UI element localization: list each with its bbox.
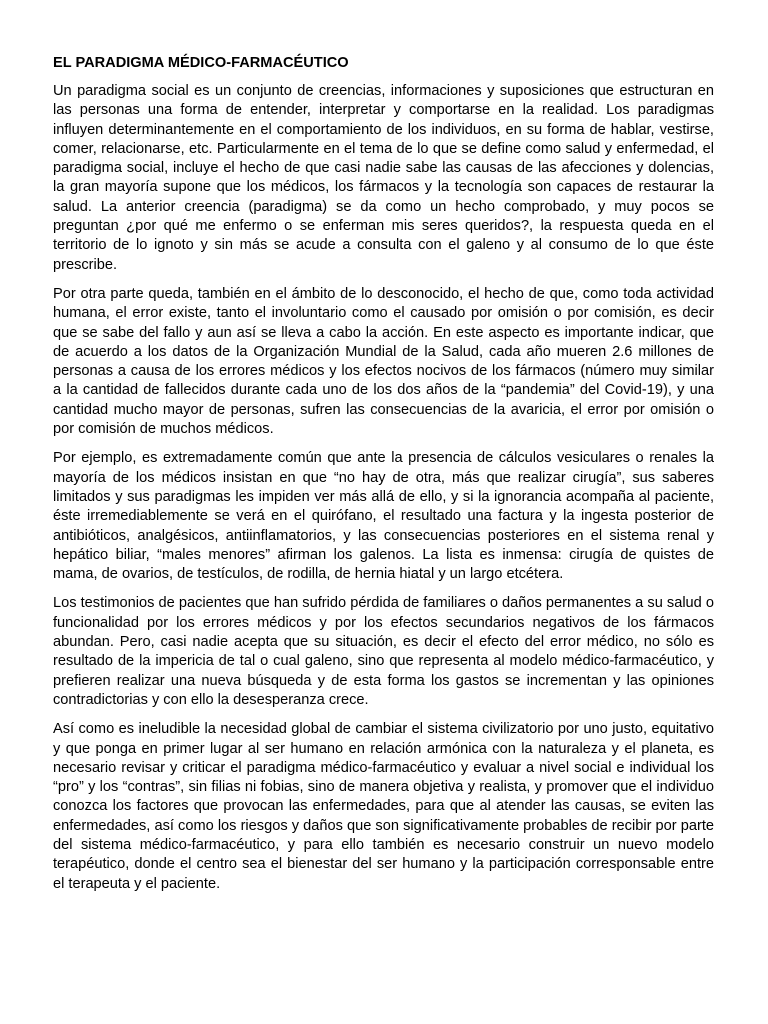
paragraph-1: Un paradigma social es un conjunto de creencias, informaciones y suposiciones que estructuran en las personas una forma de entender, interpretar y comportarse en la realidad. Los paradigmas influyen determinantemente en el comportamiento de los individuos, en su forma de hablar, vestirse, comer, relacionarse, etc. Particularmente en el tema de lo que se define como salud y enfermedad, el paradigma social, incluye el hecho de que casi nadie sabe las causas de las afecciones y dolencias, la gran mayoría supone que los médicos, los fármacos y la tecnología son capaces de restaurar la salud. La anterior creencia (paradigma) se da como un hecho comprobado, y muy pocos se preguntan ¿por qué me enfermo o se enferman mis seres queridos?, la respuesta queda en el territorio de lo ignoto y sin más se acude a consulta con el galeno y al consumo de lo que éste prescribe.: [53, 83, 714, 273]
document-title: EL PARADIGMA MÉDICO-FARMACÉUTICO: [53, 55, 349, 71]
paragraph-4: Los testimonios de pacientes que han sufrido pérdida de familiares o daños permanentes a su salud o funcionalidad por los errores médicos y por los efectos secundarios negativos de los fármacos abundan. Pero, casi nadie acepta que su situación, es decir el efecto del error médico, no sólo es resultado de la impericia de tal o cual galeno, sino que representa al modelo médico-farmacéutico, y prefieren realizar una nueva búsqueda y de esta forma los gastos se incrementan y las opiniones contradictorias y con ello la desesperanza crece.: [53, 595, 714, 708]
paragraph-5: Así como es ineludible la necesidad global de cambiar el sistema civilizatorio por uno justo, equitativo y que ponga en primer lugar al ser humano en relación armónica con la naturaleza y el planeta, es necesario revisar y criticar el paradigma médico-farmacéutico y evaluar a nivel social e individual los “pro” y los “contras”, sin filias ni fobias, sino de manera objetiva y realista, y promover que el individuo conozca los factores que provocan las enfermedades, para que al atender las causas, se eviten las enfermedades, así como los riesgos y daños que son significativamente probables de recibir por parte del sistema médico-farmacéutico, y para ello también es necesario construir un nuevo modelo terapéutico, donde el centro sea el bienestar del ser humano y la participación corresponsable entre el terapeuta y el paciente.: [53, 721, 714, 892]
paragraph-2: Por otra parte queda, también en el ámbito de lo desconocido, el hecho de que, como toda actividad humana, el error existe, tanto el involuntario como el causado por omisión o por comisión, es decir que se sabe del fallo y aun así se lleva a cabo la acción. En este aspecto es importante indicar, que de acuerdo a los datos de la Organización Mundial de la Salud, cada año mueren 2.6 millones de personas a causa de los errores médicos y los efectos nocivos de los fármacos (número muy similar a la cantidad de fallecidos durante cada uno de los dos años de la “pandemia” del Covid-19), y una cantidad mucho mayor de personas, sufren las consecuencias de la avaricia, el error por omisión o por comisión de muchos médicos.: [53, 285, 714, 438]
document-page: [53, 54, 714, 904]
paragraph-3: Por ejemplo, es extremadamente común que ante la presencia de cálculos vesiculares o renales la mayoría de los médicos insistan en que “no hay de otra, más que realizar cirugía”, sus saberes limitados y sus paradigmas les impiden ver más allá de ello, y si la ignorancia acompaña al paciente, éste irremediablemente se verá en el quirófano, el resultado una factura y la ingesta posterior de antibióticos, analgésicos, antiinflamatorios, y las consecuencias posteriores en el sistema renal y hepático biliar, “males menores” afirman los galenos. La lista es inmensa: cirugía de quistes de mama, de ovarios, de testículos, de rodilla, de hernia hiatal y un largo etcétera.: [53, 450, 714, 583]
